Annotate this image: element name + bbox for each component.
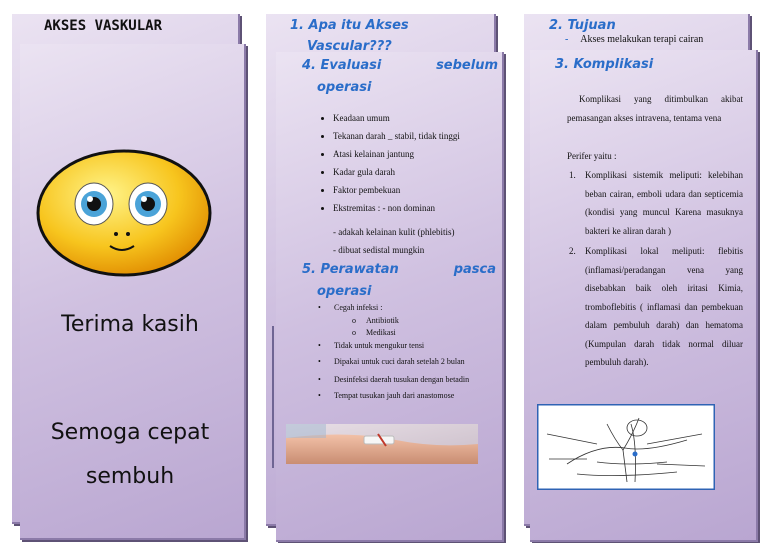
wish-line-2: sembuh: [85, 464, 175, 489]
evaluation-list: [333, 109, 499, 217]
heading-1-line1: Apa itu Akses: [308, 18, 409, 33]
list-item: • Faktor pembekuan: [333, 181, 499, 199]
heading-1: [290, 18, 409, 33]
eval-sub-2: - dibuat sedistal mungkin: [333, 245, 425, 255]
list-number: 1.: [569, 170, 576, 180]
complication-text: Komplikasi lokal meliputi: flebitis (inflamasi/peradangan vena yang disebabkan baik oleh iritasi Kimia, tromboflebitis ( inflamasi dan pembekuan dalam pembuluh darah) dan hematoma (Kumpulan darah tidak normal diluar pembuluh darah).: [585, 246, 743, 367]
thanks-text: Terima kasih: [61, 312, 199, 337]
care-item-text: Cegah infeksi :: [334, 303, 383, 312]
complication-list: [569, 166, 743, 372]
neck-anatomy-illustration: [537, 404, 715, 490]
heading-4-number: 4.: [302, 58, 316, 73]
care-sub-text: Medikasi: [366, 328, 396, 337]
heading-4: [302, 58, 498, 73]
heading-4-word1: Evaluasi: [320, 58, 382, 73]
care-sub-text: Antibiotik: [366, 316, 399, 325]
goal-line: [565, 31, 703, 49]
heading-2-number: 2.: [549, 18, 563, 33]
brochure-title: AKSES VASKULAR: [44, 18, 163, 34]
heading-4-word2: sebelum: [436, 58, 498, 73]
heading-5-number: 5.: [302, 262, 316, 277]
care-item-text: Tidak untuk mengukur tensi: [334, 341, 425, 350]
list-item: • Atasi kelainan jantung: [333, 145, 499, 163]
panel-left-edge: [272, 326, 274, 468]
bullet-icon: •: [318, 303, 321, 312]
list-item: [569, 242, 743, 372]
care-item-text: Desinfeksi daerah tusukan dengan betadin: [334, 375, 470, 384]
heading-2-text: Tujuan: [567, 18, 616, 33]
list-item: • Ekstremitas : - non dominan: [333, 199, 499, 217]
heading-5-word2: pasca: [453, 262, 496, 277]
bullet-icon: •: [318, 341, 321, 350]
perifer-label: Perifer yaitu :: [567, 151, 617, 161]
goal-dash: -: [565, 34, 569, 45]
list-item: [569, 166, 743, 240]
goal-text: Akses melakukan terapi cairan: [580, 34, 704, 45]
complication-intro: Komplikasi yang ditimbulkan akibat pemasangan akses intravena, tentama vena: [567, 94, 743, 123]
heading-1-number: 1.: [290, 18, 304, 33]
list-item: [316, 353, 488, 371]
list-item: [316, 301, 488, 315]
bullet-icon: •: [318, 391, 321, 400]
list-item: • Kadar gula darah: [333, 163, 499, 181]
circle-bullet-icon: o: [352, 316, 356, 325]
smiley-face-icon: [36, 148, 216, 278]
bullet-icon: •: [318, 375, 321, 384]
list-item: [316, 389, 488, 403]
heading-3: [555, 57, 653, 72]
care-list: [316, 301, 488, 403]
list-item: [316, 339, 488, 353]
heading-3-text: Komplikasi: [573, 57, 654, 72]
heading-5-word3: operasi: [317, 284, 372, 299]
complication-text: Komplikasi sistemik meliputi: kelebihan beban cairan, emboli udara dan septicemia (kondisi yang muncul Karena masuknya bakteri ke aliran darah ): [585, 170, 743, 236]
circle-bullet-icon: o: [352, 328, 356, 337]
list-item: [316, 327, 488, 339]
bullet-icon: •: [318, 357, 321, 366]
list-number: 2.: [569, 246, 576, 256]
list-item: • Keadaan umum: [333, 109, 499, 127]
heading-5-word1: Perawatan: [320, 262, 399, 277]
heading-1-line2: Vascular???: [307, 39, 392, 54]
heading-5: [302, 262, 496, 277]
list-item: [316, 371, 488, 389]
heading-4-word3: operasi: [317, 80, 372, 95]
list-item: • Tekanan darah _ stabil, tidak tinggi: [333, 127, 499, 145]
wish-line-1: Semoga cepat: [50, 420, 210, 445]
list-item: [316, 315, 488, 327]
iv-arm-photo: [286, 424, 478, 464]
care-item-text: Tempat tusukan jauh dari anastomose: [334, 391, 455, 400]
heading-3-number: 3.: [555, 57, 569, 72]
care-item-text: Dipakai untuk cuci darah setelah 2 bulan: [334, 357, 465, 366]
eval-sub-1: - adakah kelainan kulit (phlebitis): [333, 227, 455, 237]
